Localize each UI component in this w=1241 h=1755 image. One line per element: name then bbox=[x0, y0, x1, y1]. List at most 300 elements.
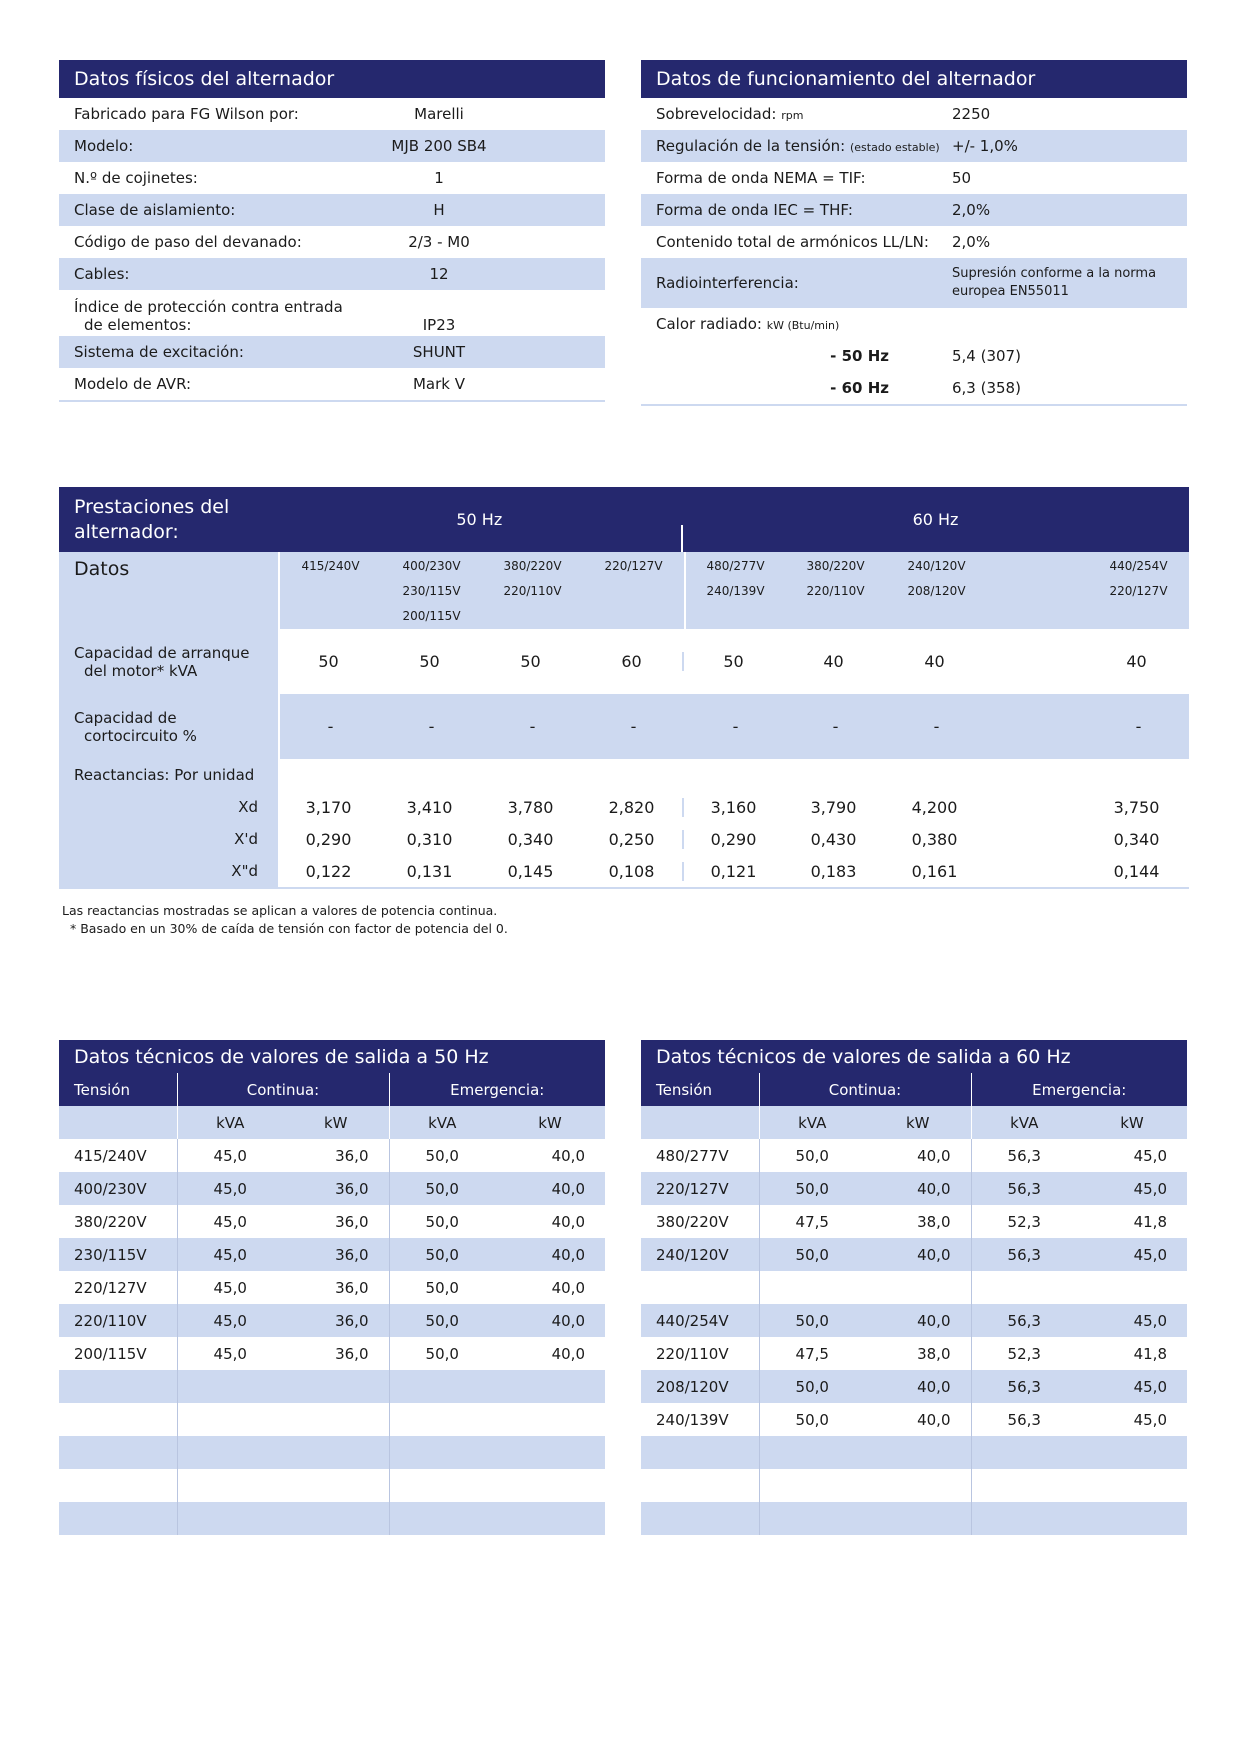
motor-row bbox=[59, 629, 1189, 694]
voltage-label: 220/110V bbox=[806, 584, 865, 598]
output-value: 36,0 bbox=[335, 1179, 369, 1198]
output-value bbox=[495, 1436, 605, 1469]
output-row bbox=[641, 1304, 1187, 1337]
output-row bbox=[641, 1403, 1187, 1436]
xd-value: 3,170 bbox=[305, 797, 352, 817]
output-row bbox=[641, 1469, 1187, 1502]
physical-row-value: MJB 200 SB4 bbox=[391, 137, 487, 155]
physical-row bbox=[59, 98, 605, 130]
output-value: 50,0 bbox=[759, 1172, 865, 1205]
iec-row bbox=[641, 194, 1187, 226]
output-value: 45,0 bbox=[177, 1238, 283, 1271]
voltage-cell bbox=[381, 552, 482, 629]
output-value bbox=[971, 1502, 1077, 1535]
output-value: 41,8 bbox=[1133, 1344, 1167, 1363]
physical-data-panel bbox=[59, 60, 605, 402]
output-value: 50,0 bbox=[389, 1172, 495, 1205]
motor-value: 50 bbox=[318, 652, 339, 671]
xpd-value: 0,250 bbox=[608, 829, 655, 849]
voltage-label: 208/120V bbox=[907, 584, 966, 598]
output-value: 56,3 bbox=[971, 1370, 1077, 1403]
output-value bbox=[389, 1469, 495, 1502]
short-circuit-value: - bbox=[630, 717, 637, 736]
kva-em-head-50: kVA bbox=[389, 1106, 495, 1139]
output-voltage bbox=[59, 1436, 177, 1469]
motor-label-line1: Capacidad de arranque bbox=[74, 643, 250, 662]
output-value bbox=[283, 1403, 389, 1436]
physical-row-value: 2/3 - M0 bbox=[408, 233, 470, 251]
output-value: 36,0 bbox=[335, 1278, 369, 1297]
xd-value: 3,780 bbox=[507, 797, 554, 817]
heat-60-value: 6,3 (358) bbox=[952, 379, 1021, 397]
output-value: 40,0 bbox=[551, 1146, 585, 1165]
output-value: 40,0 bbox=[917, 1377, 951, 1396]
output-value: 40,0 bbox=[551, 1212, 585, 1231]
output-row bbox=[59, 1205, 605, 1238]
output-value bbox=[283, 1502, 389, 1535]
short-circuit-value: - bbox=[1135, 717, 1142, 736]
output-row bbox=[59, 1469, 605, 1502]
output-voltage: 400/230V bbox=[74, 1179, 147, 1198]
col-emergency-60: Emergencia: bbox=[971, 1073, 1187, 1106]
kva-em-head-60: kVA bbox=[971, 1106, 1077, 1139]
operating-data-panel bbox=[641, 60, 1187, 406]
xpd-value: 0,290 bbox=[682, 830, 783, 849]
overspeed-value: 2250 bbox=[952, 105, 991, 123]
short-circuit-value: - bbox=[933, 717, 940, 736]
physical-row-value: IP23 bbox=[422, 316, 456, 334]
output-value: 47,5 bbox=[759, 1205, 865, 1238]
physical-row bbox=[59, 194, 605, 226]
header-60hz: 60 Hz bbox=[912, 510, 959, 529]
xpd-value: 0,380 bbox=[911, 829, 958, 849]
output-value: 50,0 bbox=[389, 1139, 495, 1172]
output-value bbox=[759, 1469, 865, 1502]
short-label-line1: Capacidad de bbox=[74, 708, 177, 727]
output-value bbox=[495, 1370, 605, 1403]
output-row bbox=[59, 1370, 605, 1403]
xd-value: 3,410 bbox=[406, 797, 453, 817]
output-value: 50,0 bbox=[759, 1304, 865, 1337]
short-circuit-value: - bbox=[684, 717, 785, 736]
output-value: 45,0 bbox=[177, 1172, 283, 1205]
physical-row bbox=[59, 290, 605, 336]
short-circuit-value: - bbox=[832, 717, 839, 736]
voltage-label: 380/220V bbox=[806, 559, 865, 573]
voltage-label: 400/230V bbox=[402, 559, 461, 573]
voltage-label: 240/139V bbox=[706, 584, 765, 598]
voltage-cell bbox=[987, 552, 1088, 629]
output-voltage: 440/254V bbox=[656, 1311, 729, 1330]
kw-em-head-50: kW bbox=[538, 1113, 562, 1132]
note-line1: Las reactancias mostradas se aplican a valores de potencia continua. bbox=[62, 903, 498, 918]
heat-unit: kW (Btu/min) bbox=[766, 319, 840, 332]
output-value: 56,3 bbox=[971, 1304, 1077, 1337]
output-value bbox=[759, 1436, 865, 1469]
output-voltage bbox=[641, 1436, 759, 1469]
output-value bbox=[1077, 1469, 1187, 1502]
physical-row bbox=[59, 368, 605, 400]
motor-value: 40 bbox=[1126, 652, 1147, 671]
output-row bbox=[641, 1502, 1187, 1535]
output-row bbox=[59, 1436, 605, 1469]
col-emergency-50: Emergencia: bbox=[389, 1073, 605, 1106]
notes bbox=[62, 902, 508, 938]
xd-value: 2,820 bbox=[608, 797, 655, 817]
output-60hz-table bbox=[641, 1040, 1187, 1535]
output-voltage: 240/139V bbox=[656, 1410, 729, 1429]
motor-value: 50 bbox=[682, 652, 783, 671]
physical-data-rows bbox=[59, 98, 605, 400]
output-row bbox=[59, 1502, 605, 1535]
output-value: 40,0 bbox=[551, 1179, 585, 1198]
output-row bbox=[641, 1139, 1187, 1172]
heat-row bbox=[641, 308, 1187, 340]
regulation-value: +/- 1,0% bbox=[952, 137, 1018, 155]
xppd-value: 0,122 bbox=[305, 861, 352, 881]
voltage-cell bbox=[684, 552, 785, 629]
iec-value: 2,0% bbox=[952, 201, 991, 219]
output-60hz-panel bbox=[641, 1040, 1187, 1535]
motor-value: 50 bbox=[520, 652, 541, 671]
output-value: 45,0 bbox=[1133, 1245, 1167, 1264]
output-voltage bbox=[641, 1469, 759, 1502]
output-value bbox=[865, 1469, 971, 1502]
voltage-label: 230/115V bbox=[402, 584, 461, 598]
voltage-label: 380/220V bbox=[503, 559, 562, 573]
output-voltage: 200/115V bbox=[74, 1344, 147, 1363]
output-value: 40,0 bbox=[551, 1344, 585, 1363]
output-value: 45,0 bbox=[177, 1139, 283, 1172]
output-value bbox=[177, 1469, 283, 1502]
output-voltage: 480/277V bbox=[656, 1146, 729, 1165]
voltage-cell bbox=[482, 552, 583, 629]
output-voltage bbox=[59, 1370, 177, 1403]
col-continuous-60: Continua: bbox=[759, 1073, 971, 1106]
output-row bbox=[59, 1271, 605, 1304]
output-value bbox=[177, 1403, 283, 1436]
output-value: 50,0 bbox=[759, 1370, 865, 1403]
physical-row-label: Fabricado para FG Wilson por: bbox=[74, 105, 299, 123]
heat-label: Calor radiado: bbox=[656, 315, 762, 333]
xppd-value: 0,144 bbox=[1113, 861, 1160, 881]
voltage-cell bbox=[583, 552, 684, 629]
voltage-label: 240/120V bbox=[907, 559, 966, 573]
xpd-value: 0,310 bbox=[406, 829, 453, 849]
output-value bbox=[759, 1271, 865, 1304]
heat-50-value: 5,4 (307) bbox=[952, 347, 1021, 365]
output-60hz-title: Datos técnicos de valores de salida a 60 Hz bbox=[656, 1045, 1071, 1068]
output-value: 45,0 bbox=[1133, 1377, 1167, 1396]
output-value: 45,0 bbox=[1133, 1146, 1167, 1165]
voltage-label: 220/127V bbox=[1109, 584, 1168, 598]
physical-row-label: Modelo de AVR: bbox=[74, 375, 192, 393]
output-value bbox=[177, 1370, 283, 1403]
output-value: 40,0 bbox=[917, 1179, 951, 1198]
output-value: 45,0 bbox=[177, 1337, 283, 1370]
kva-head-50: kVA bbox=[177, 1106, 283, 1139]
note-line2: * Basado en un 30% de caída de tensión con factor de potencia del 0. bbox=[70, 921, 508, 936]
output-voltage: 220/127V bbox=[656, 1179, 729, 1198]
output-value: 40,0 bbox=[917, 1146, 951, 1165]
nema-row bbox=[641, 162, 1187, 194]
xpd-value: 0,340 bbox=[1113, 829, 1160, 849]
output-voltage: 220/110V bbox=[656, 1344, 729, 1363]
output-value: 36,0 bbox=[335, 1212, 369, 1231]
radio-row bbox=[641, 258, 1187, 308]
physical-row-value: SHUNT bbox=[412, 343, 466, 361]
kw-head-50: kW bbox=[323, 1113, 348, 1132]
output-value: 50,0 bbox=[389, 1337, 495, 1370]
physical-row-label-line2: de elementos: bbox=[84, 316, 192, 334]
short-circuit-value: - bbox=[428, 717, 435, 736]
output-value bbox=[389, 1436, 495, 1469]
output-value: 45,0 bbox=[177, 1205, 283, 1238]
output-value bbox=[389, 1370, 495, 1403]
output-value: 40,0 bbox=[917, 1410, 951, 1429]
output-value bbox=[1077, 1436, 1187, 1469]
output-value: 38,0 bbox=[917, 1212, 951, 1231]
output-value: 56,3 bbox=[971, 1139, 1077, 1172]
motor-label-line2: del motor* kVA bbox=[84, 661, 198, 680]
xd-value: 3,160 bbox=[682, 798, 783, 817]
physical-row bbox=[59, 226, 605, 258]
performance-table bbox=[59, 487, 1189, 889]
motor-value: 50 bbox=[419, 652, 440, 671]
output-value: 36,0 bbox=[335, 1344, 369, 1363]
heat-50-label: - 50 Hz bbox=[830, 347, 889, 365]
output-value: 40,0 bbox=[917, 1311, 951, 1330]
radio-value-line2: europea EN55011 bbox=[952, 284, 1069, 299]
output-value: 50,0 bbox=[759, 1403, 865, 1436]
col-voltage-50: Tensión bbox=[74, 1080, 131, 1099]
output-value bbox=[495, 1469, 605, 1502]
output-value: 56,3 bbox=[971, 1403, 1077, 1436]
voltage-label: 440/254V bbox=[1109, 559, 1168, 573]
output-value bbox=[177, 1502, 283, 1535]
reactance-label: Reactancias: Por unidad bbox=[59, 759, 278, 791]
output-value: 40,0 bbox=[551, 1245, 585, 1264]
physical-row-label-line1: Índice de protección contra entrada bbox=[74, 298, 343, 316]
output-value: 41,8 bbox=[1133, 1212, 1167, 1231]
output-value: 50,0 bbox=[389, 1238, 495, 1271]
xppd-value: 0,121 bbox=[682, 862, 783, 881]
output-row bbox=[59, 1337, 605, 1370]
output-voltage bbox=[59, 1502, 177, 1535]
output-value bbox=[1077, 1271, 1187, 1304]
output-value: 40,0 bbox=[917, 1245, 951, 1264]
output-value: 36,0 bbox=[335, 1311, 369, 1330]
physical-row-label: Modelo: bbox=[74, 137, 134, 155]
xpd-value: 0,290 bbox=[305, 829, 352, 849]
nema-label: Forma de onda NEMA = TIF: bbox=[656, 169, 866, 187]
output-row bbox=[59, 1304, 605, 1337]
output-value bbox=[865, 1502, 971, 1535]
output-row bbox=[59, 1403, 605, 1436]
kva-head-60: kVA bbox=[759, 1106, 865, 1139]
regulation-row bbox=[641, 130, 1187, 162]
output-value bbox=[283, 1436, 389, 1469]
physical-row bbox=[59, 130, 605, 162]
xd-label: Xd bbox=[59, 791, 278, 823]
output-voltage bbox=[641, 1271, 759, 1304]
xd-row bbox=[59, 791, 1189, 823]
output-voltage: 208/120V bbox=[656, 1377, 729, 1396]
output-value: 45,0 bbox=[1133, 1410, 1167, 1429]
voltage-cell bbox=[886, 552, 987, 629]
heat-60-label: - 60 Hz bbox=[830, 379, 889, 397]
xd-value: 3,790 bbox=[810, 797, 857, 817]
col-continuous-50: Continua: bbox=[177, 1073, 389, 1106]
overspeed-unit: rpm bbox=[781, 109, 804, 122]
xpd-value: 0,430 bbox=[810, 829, 857, 849]
physical-row bbox=[59, 162, 605, 194]
xd-value: 3,750 bbox=[1113, 797, 1160, 817]
physical-row bbox=[59, 258, 605, 290]
output-value: 47,5 bbox=[759, 1337, 865, 1370]
xpd-row bbox=[59, 823, 1189, 855]
voltage-label: 200/115V bbox=[402, 609, 461, 623]
iec-label: Forma de onda IEC = THF: bbox=[656, 201, 853, 219]
output-value: 50,0 bbox=[389, 1205, 495, 1238]
output-value bbox=[389, 1403, 495, 1436]
output-row bbox=[641, 1337, 1187, 1370]
output-voltage: 240/120V bbox=[656, 1245, 729, 1264]
output-value bbox=[495, 1502, 605, 1535]
voltage-label: 415/240V bbox=[301, 559, 360, 573]
output-value bbox=[971, 1469, 1077, 1502]
xppd-value: 0,161 bbox=[911, 861, 958, 881]
output-value: 45,0 bbox=[1133, 1179, 1167, 1198]
output-voltage: 220/110V bbox=[74, 1311, 147, 1330]
xd-value: 4,200 bbox=[911, 797, 958, 817]
operating-data-title: Datos de funcionamiento del alternador bbox=[641, 60, 1187, 98]
performance-title-line1: Prestaciones del bbox=[74, 496, 230, 518]
output-row bbox=[59, 1139, 605, 1172]
physical-data-title: Datos físicos del alternador bbox=[59, 60, 605, 98]
output-value bbox=[759, 1502, 865, 1535]
output-voltage: 380/220V bbox=[656, 1212, 729, 1231]
short-circuit-value: - bbox=[529, 717, 536, 736]
harmonics-label: Contenido total de armónicos LL/LN: bbox=[656, 233, 929, 251]
xppd-value: 0,131 bbox=[406, 861, 453, 881]
physical-row-label: Código de paso del devanado: bbox=[74, 233, 302, 251]
physical-row bbox=[59, 336, 605, 368]
output-voltage: 220/127V bbox=[74, 1278, 147, 1297]
overspeed-row bbox=[641, 98, 1187, 130]
physical-row-value: 1 bbox=[434, 169, 444, 187]
radio-value-line1: Supresión conforme a la norma bbox=[952, 266, 1157, 281]
output-voltage: 230/115V bbox=[74, 1245, 147, 1264]
header-50hz: 50 Hz bbox=[456, 510, 503, 529]
output-row bbox=[641, 1172, 1187, 1205]
xppd-value: 0,145 bbox=[507, 861, 554, 881]
regulation-note: (estado estable) bbox=[850, 141, 940, 154]
heat-60-row bbox=[641, 372, 1187, 404]
voltage-cell bbox=[1088, 552, 1189, 629]
output-value bbox=[495, 1403, 605, 1436]
output-value: 50,0 bbox=[389, 1271, 495, 1304]
physical-row-label: N.º de cojinetes: bbox=[74, 169, 198, 187]
output-value bbox=[971, 1436, 1077, 1469]
voltage-label: 480/277V bbox=[706, 559, 765, 573]
xppd-value: 0,108 bbox=[608, 861, 655, 881]
xpd-value: 0,340 bbox=[507, 829, 554, 849]
voltage-label: 220/127V bbox=[604, 559, 663, 573]
output-50hz-table bbox=[59, 1040, 605, 1535]
output-row bbox=[641, 1271, 1187, 1304]
output-value bbox=[1077, 1502, 1187, 1535]
output-row bbox=[641, 1370, 1187, 1403]
output-value bbox=[283, 1370, 389, 1403]
output-row bbox=[59, 1172, 605, 1205]
heat-50-row bbox=[641, 340, 1187, 372]
output-value bbox=[865, 1436, 971, 1469]
output-value: 50,0 bbox=[389, 1304, 495, 1337]
harmonics-row bbox=[641, 226, 1187, 258]
output-50hz-title: Datos técnicos de valores de salida a 50 Hz bbox=[74, 1045, 489, 1068]
output-value: 40,0 bbox=[551, 1278, 585, 1297]
data-label: Datos bbox=[74, 558, 130, 580]
physical-row-value: 12 bbox=[429, 265, 449, 283]
physical-row-value: H bbox=[433, 201, 445, 219]
output-value bbox=[177, 1436, 283, 1469]
output-row bbox=[641, 1205, 1187, 1238]
output-voltage bbox=[641, 1502, 759, 1535]
short-circuit-row bbox=[59, 694, 1189, 759]
output-row bbox=[641, 1238, 1187, 1271]
output-voltage: 380/220V bbox=[74, 1212, 147, 1231]
voltage-row bbox=[59, 552, 1189, 629]
radio-label: Radiointerferencia: bbox=[656, 274, 799, 292]
output-row bbox=[641, 1436, 1187, 1469]
motor-value: 60 bbox=[621, 652, 642, 671]
output-value: 36,0 bbox=[335, 1245, 369, 1264]
output-value: 45,0 bbox=[1133, 1311, 1167, 1330]
kw-em-head-60: kW bbox=[1120, 1113, 1144, 1132]
output-value: 40,0 bbox=[551, 1311, 585, 1330]
short-label-line2: cortocircuito % bbox=[84, 726, 197, 745]
harmonics-value: 2,0% bbox=[952, 233, 991, 251]
output-value: 50,0 bbox=[759, 1238, 865, 1271]
motor-value: 40 bbox=[924, 652, 945, 671]
regulation-label: Regulación de la tensión: bbox=[656, 137, 846, 155]
xppd-label: X"d bbox=[59, 855, 278, 887]
output-voltage bbox=[59, 1469, 177, 1502]
output-value bbox=[283, 1469, 389, 1502]
output-value: 45,0 bbox=[177, 1304, 283, 1337]
physical-row-label: Cables: bbox=[74, 265, 130, 283]
output-value bbox=[865, 1271, 971, 1304]
nema-value: 50 bbox=[952, 169, 972, 187]
xppd-value: 0,183 bbox=[810, 861, 857, 881]
voltage-cell bbox=[785, 552, 886, 629]
output-row bbox=[59, 1238, 605, 1271]
physical-row-value: Mark V bbox=[412, 375, 466, 393]
overspeed-label: Sobrevelocidad: bbox=[656, 105, 777, 123]
output-value: 56,3 bbox=[971, 1238, 1077, 1271]
output-value: 52,3 bbox=[971, 1337, 1077, 1370]
output-value: 36,0 bbox=[335, 1146, 369, 1165]
xppd-row bbox=[59, 855, 1189, 889]
motor-value: 40 bbox=[823, 652, 844, 671]
output-value: 56,3 bbox=[971, 1172, 1077, 1205]
physical-row-label: Clase de aislamiento: bbox=[74, 201, 236, 219]
output-voltage: 415/240V bbox=[74, 1146, 147, 1165]
output-value: 45,0 bbox=[177, 1271, 283, 1304]
xpd-label: X'd bbox=[59, 823, 278, 855]
output-voltage bbox=[59, 1403, 177, 1436]
